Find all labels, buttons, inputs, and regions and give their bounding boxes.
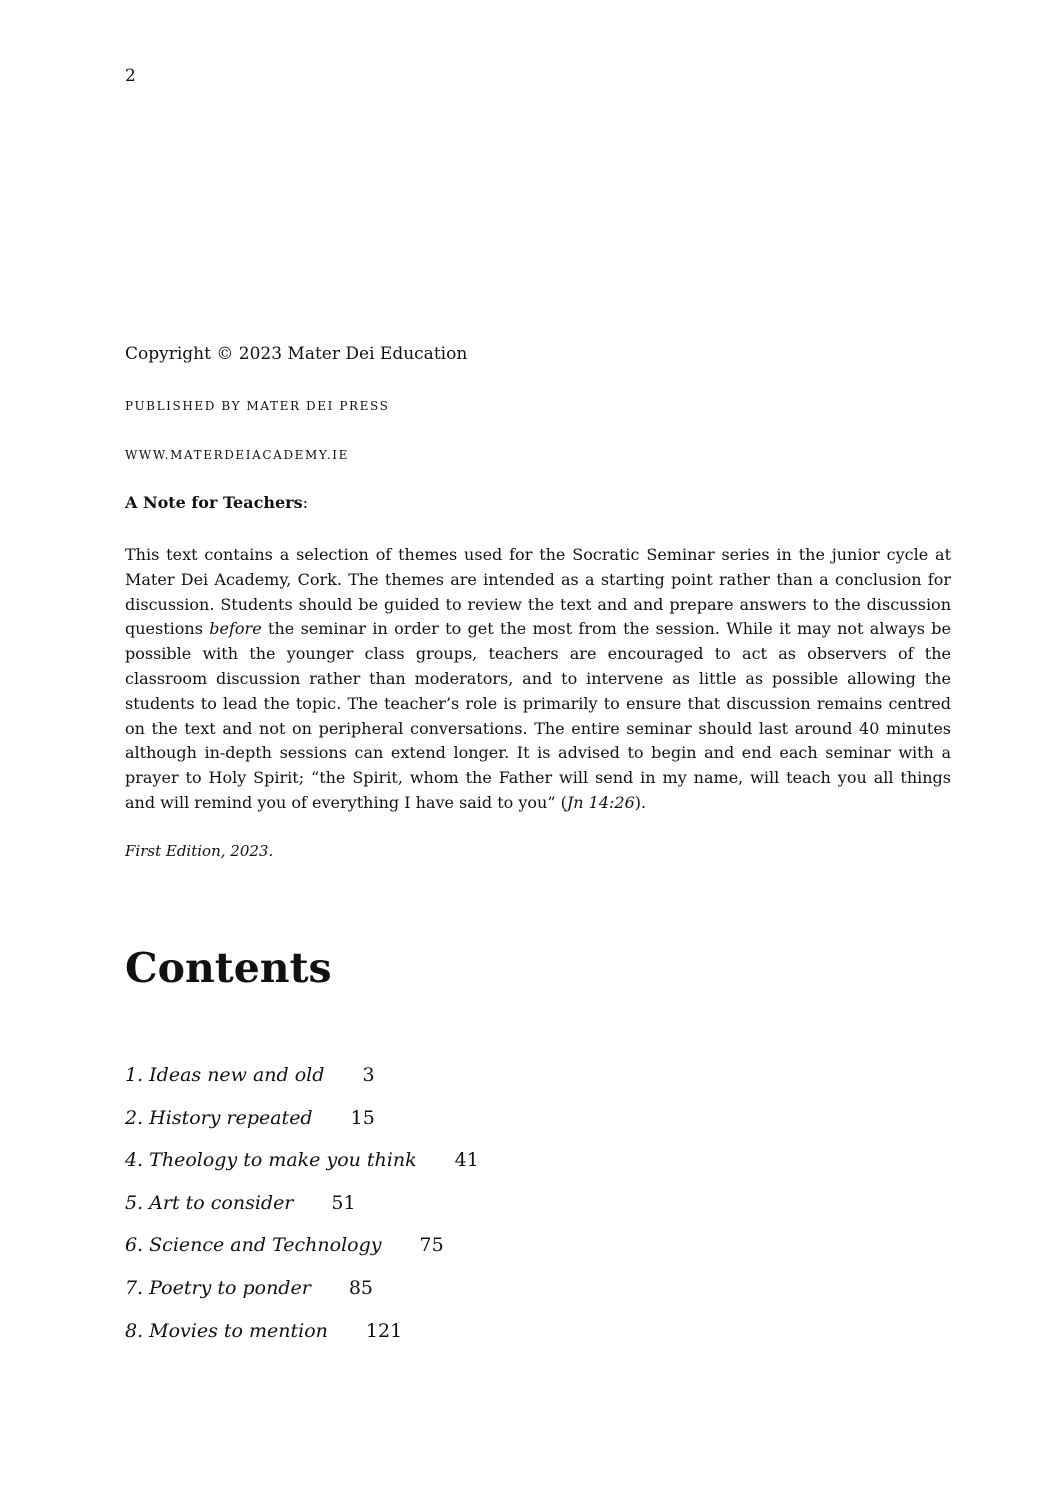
toc-item-title: 7. Poetry to ponder <box>125 1276 311 1299</box>
toc-item[interactable] <box>125 1234 479 1277</box>
toc-item-title: 5. Art to consider <box>125 1191 294 1214</box>
note-body-part2: the seminar in order to get the most from the session. While it may not always be possible with the younger class groups, teachers are encouraged to act as observers of the classroom discussion rather than moderators, and to intervene as little as possible allowing the students to lead the topic. The teacher’s role is primarily to ensure that discussion remains centred on the text and not on peripheral conversations. The entire seminar should last around 40 minutes although in-depth sessions can extend longer. It is advised to begin and end each seminar with a prayer to Holy Spirit; “the Spirit, whom the Father will send in my name, will teach you all things and will remind you of everything I have said to you” ( <box>125 619 952 812</box>
toc-item-page: 3 <box>362 1064 375 1086</box>
copyright-notice: Copyright © 2023 Mater Dei Education <box>125 344 468 364</box>
toc-item[interactable] <box>125 1277 479 1320</box>
note-body-citation: Jn 14:26 <box>566 792 635 812</box>
toc-item[interactable] <box>125 1107 479 1150</box>
toc-item[interactable] <box>125 1320 479 1363</box>
toc-item-title: 6. Science and Technology <box>125 1234 382 1257</box>
note-body-part1: This text contains a selection of themes used for the Socratic Seminar series in the junior cycle at Mater Dei Academy, Cork. The themes are intended as a starting point rather than a conclusion for discussion. Students should be guided to review the text and and prepare answers to the discussion questions <box>125 545 951 639</box>
note-heading-colon: : <box>302 493 308 512</box>
toc-item[interactable] <box>125 1064 479 1107</box>
page-number: 2 <box>125 66 136 86</box>
toc-item-title: 4. Theology to make you think <box>125 1149 417 1172</box>
contents-title: Contents <box>125 944 332 992</box>
publisher-line: PUBLISHED BY MATER DEI PRESS <box>125 399 390 413</box>
edition-line: First Edition, 2023. <box>125 842 274 860</box>
toc-item[interactable] <box>125 1192 479 1235</box>
toc-item-page: 85 <box>348 1276 373 1299</box>
toc-item-page: 75 <box>419 1234 444 1257</box>
note-body-part3: ). <box>634 792 647 812</box>
website-url: WWW.MATERDEIACADEMY.IE <box>125 448 350 462</box>
toc-item-page: 121 <box>365 1319 403 1342</box>
toc-item-page: 41 <box>454 1149 479 1172</box>
toc-item-title: 2. History repeated <box>125 1106 313 1129</box>
note-body <box>125 543 951 816</box>
toc-item-title: 8. Movies to mention <box>125 1319 328 1342</box>
toc-item[interactable] <box>125 1149 479 1192</box>
toc-item-page: 15 <box>350 1106 375 1129</box>
toc-item-title: 1. Ideas new and old <box>125 1064 325 1086</box>
note-heading-text: A Note for Teachers <box>125 493 303 512</box>
table-of-contents <box>125 1064 479 1362</box>
note-heading <box>125 493 308 512</box>
note-body-emphasis: before <box>209 619 262 639</box>
toc-item-page: 51 <box>331 1191 356 1214</box>
